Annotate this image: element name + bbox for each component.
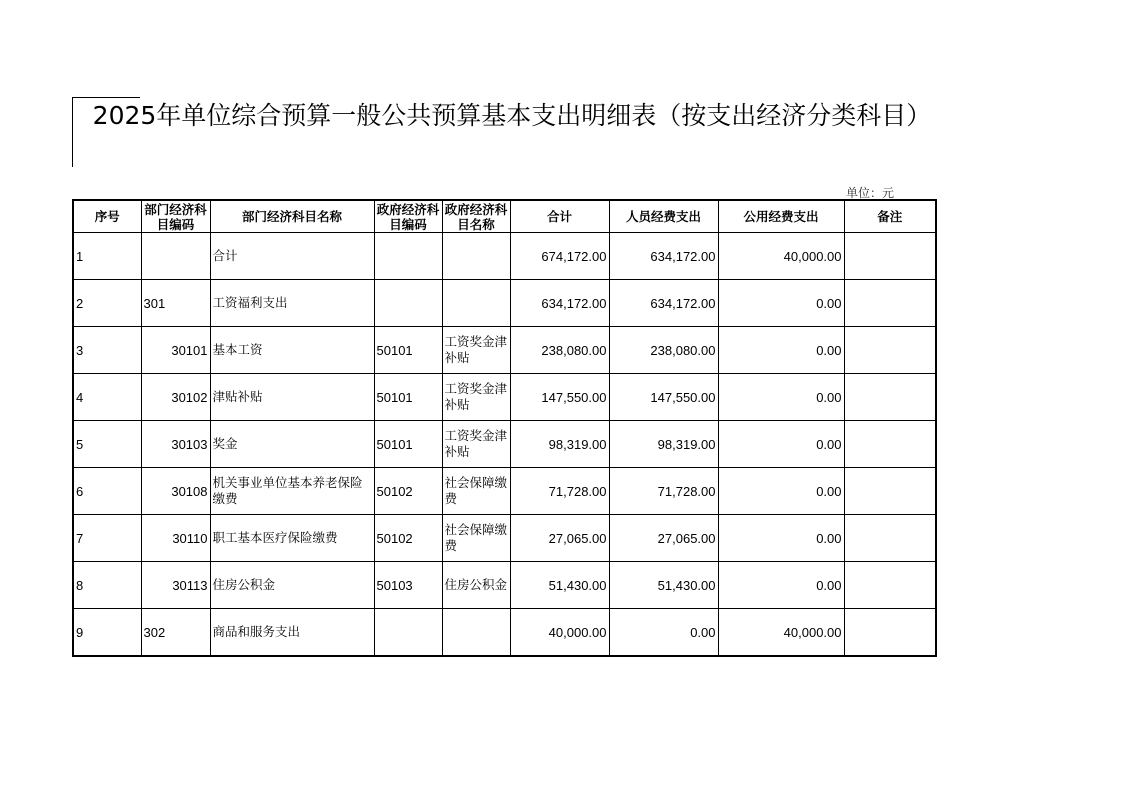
cell-gov-code: [374, 609, 442, 657]
table-row: [73, 515, 936, 562]
cell-dept-code: 30101: [141, 327, 210, 374]
cell-dept-name: 职工基本医疗保险缴费: [210, 515, 374, 562]
cell-public: 0.00: [718, 374, 844, 421]
page-title: 2025年单位综合预算一般公共预算基本支出明细表（按支出经济分类科目）: [92, 101, 932, 130]
cell-dept-name: 基本工资: [210, 327, 374, 374]
cell-total: 40,000.00: [510, 609, 609, 657]
cell-gov-name: 社会保障缴费: [442, 515, 510, 562]
corner-mark-horizontal: [72, 97, 140, 98]
cell-personnel: 0.00: [609, 609, 718, 657]
cell-dept-name: 商品和服务支出: [210, 609, 374, 657]
cell-dept-code: [141, 233, 210, 280]
cell-personnel: 27,065.00: [609, 515, 718, 562]
cell-note: [844, 609, 936, 657]
cell-seq: 4: [73, 374, 141, 421]
cell-dept-code: 302: [141, 609, 210, 657]
cell-dept-name: 住房公积金: [210, 562, 374, 609]
cell-total: 147,550.00: [510, 374, 609, 421]
cell-seq: 1: [73, 233, 141, 280]
cell-gov-code: 50102: [374, 515, 442, 562]
table-row: [73, 280, 936, 327]
cell-dept-code: 30102: [141, 374, 210, 421]
cell-gov-name: 工资奖金津补贴: [442, 421, 510, 468]
cell-public: 0.00: [718, 468, 844, 515]
cell-public: 40,000.00: [718, 233, 844, 280]
cell-personnel: 51,430.00: [609, 562, 718, 609]
cell-seq: 7: [73, 515, 141, 562]
col-header-public: 公用经费支出: [718, 200, 844, 233]
cell-gov-name: [442, 280, 510, 327]
cell-total: 674,172.00: [510, 233, 609, 280]
cell-note: [844, 233, 936, 280]
cell-dept-name: 机关事业单位基本养老保险缴费: [210, 468, 374, 515]
cell-dept-code: 30110: [141, 515, 210, 562]
cell-seq: 3: [73, 327, 141, 374]
header-row: [73, 200, 936, 233]
cell-note: [844, 468, 936, 515]
budget-table: [72, 199, 937, 657]
cell-dept-code: 30113: [141, 562, 210, 609]
cell-gov-name: 社会保障缴费: [442, 468, 510, 515]
cell-gov-code: [374, 280, 442, 327]
cell-gov-code: 50102: [374, 468, 442, 515]
col-header-personnel: 人员经费支出: [609, 200, 718, 233]
col-header-seq: 序号: [73, 200, 141, 233]
cell-dept-code: 30108: [141, 468, 210, 515]
cell-note: [844, 327, 936, 374]
col-header-dept-name: 部门经济科目名称: [210, 200, 374, 233]
col-header-gov-code: 政府经济科目编码: [374, 200, 442, 233]
cell-public: 0.00: [718, 327, 844, 374]
cell-seq: 8: [73, 562, 141, 609]
cell-gov-code: 50101: [374, 374, 442, 421]
cell-public: 0.00: [718, 562, 844, 609]
cell-gov-name: 工资奖金津补贴: [442, 374, 510, 421]
col-header-total: 合计: [510, 200, 609, 233]
cell-personnel: 238,080.00: [609, 327, 718, 374]
table-row: [73, 374, 936, 421]
cell-personnel: 634,172.00: [609, 280, 718, 327]
cell-gov-name: 住房公积金: [442, 562, 510, 609]
table-row: [73, 233, 936, 280]
cell-gov-name: 工资奖金津补贴: [442, 327, 510, 374]
cell-public: 40,000.00: [718, 609, 844, 657]
cell-seq: 9: [73, 609, 141, 657]
cell-dept-code: 30103: [141, 421, 210, 468]
cell-personnel: 98,319.00: [609, 421, 718, 468]
cell-personnel: 147,550.00: [609, 374, 718, 421]
cell-note: [844, 421, 936, 468]
cell-public: 0.00: [718, 515, 844, 562]
table-row: [73, 421, 936, 468]
cell-dept-name: 奖金: [210, 421, 374, 468]
cell-dept-name: 工资福利支出: [210, 280, 374, 327]
cell-public: 0.00: [718, 280, 844, 327]
col-header-note: 备注: [844, 200, 936, 233]
table-row: [73, 609, 936, 657]
cell-gov-name: [442, 233, 510, 280]
cell-gov-code: 50103: [374, 562, 442, 609]
cell-personnel: 71,728.00: [609, 468, 718, 515]
cell-total: 27,065.00: [510, 515, 609, 562]
cell-gov-code: 50101: [374, 421, 442, 468]
table-row: [73, 468, 936, 515]
cell-dept-code: 301: [141, 280, 210, 327]
cell-total: 98,319.00: [510, 421, 609, 468]
cell-total: 634,172.00: [510, 280, 609, 327]
cell-public: 0.00: [718, 421, 844, 468]
cell-personnel: 634,172.00: [609, 233, 718, 280]
unit-label: 单位：元: [846, 186, 895, 200]
cell-note: [844, 562, 936, 609]
cell-note: [844, 280, 936, 327]
cell-total: 71,728.00: [510, 468, 609, 515]
cell-total: 51,430.00: [510, 562, 609, 609]
cell-gov-name: [442, 609, 510, 657]
cell-gov-code: 50101: [374, 327, 442, 374]
col-header-gov-name: 政府经济科目名称: [442, 200, 510, 233]
cell-note: [844, 374, 936, 421]
cell-dept-name: 合计: [210, 233, 374, 280]
cell-seq: 6: [73, 468, 141, 515]
cell-dept-name: 津贴补贴: [210, 374, 374, 421]
corner-mark-vertical: [72, 97, 73, 167]
cell-gov-code: [374, 233, 442, 280]
table-row: [73, 327, 936, 374]
cell-total: 238,080.00: [510, 327, 609, 374]
table-row: [73, 562, 936, 609]
cell-seq: 5: [73, 421, 141, 468]
col-header-dept-code: 部门经济科目编码: [141, 200, 210, 233]
table-body: [73, 233, 936, 657]
cell-seq: 2: [73, 280, 141, 327]
cell-note: [844, 515, 936, 562]
